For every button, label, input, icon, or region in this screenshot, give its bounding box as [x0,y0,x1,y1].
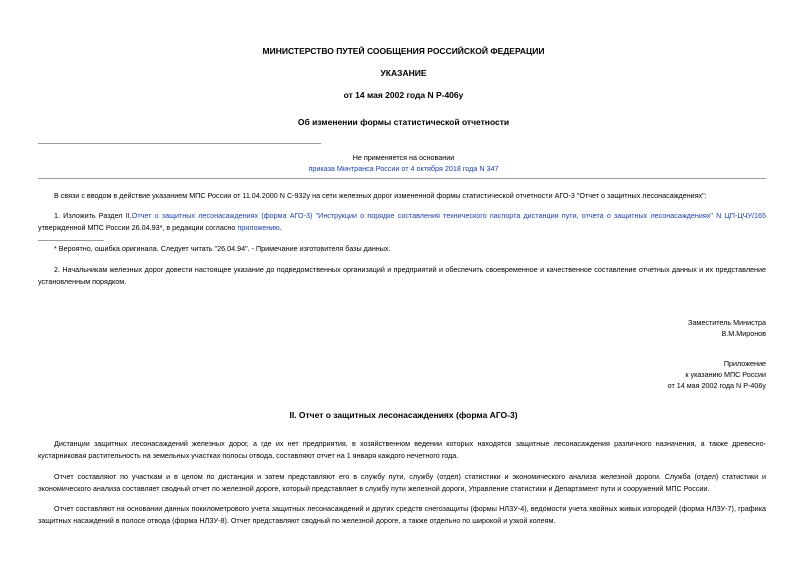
ministry-heading: МИНИСТЕРСТВО ПУТЕЙ СООБЩЕНИЯ РОССИЙСКОЙ ФЕДЕРАЦИИ [262,46,545,56]
document-date: от 14 мая 2002 года N Р-406у [343,90,464,100]
status-note: Не применяется на основании [352,153,455,162]
item-2-paragraph: 2. Начальникам железных дорог довести настоящее указание до подведомственных организаций и предприятий и обеспечить своевременное и качественное составление отчетных данных и их представление установленным порядком. [38,265,766,286]
footnote: * Вероятно, ошибка оригинала. Следует читать "26.04.94". - Примечание изготовителя базы данных. [54,244,391,253]
divider [38,178,766,179]
signature-name: В.М.Миронов [721,329,766,338]
appendix-label: Приложение [723,359,766,368]
appendix-date: от 14 мая 2002 года N Р-406у [667,381,766,390]
divider [38,143,321,144]
intro-paragraph: В связи с вводом в действие указанием МПС России от 11.04.2000 N С-932у на сети железных дорог измененной формы статистической отчетности АГО-3 "Отчет о защитных лесонасаждениях": [54,191,707,200]
section-paragraph-1: Дистанции защитных лесонасаждений железных дорог, а где их нет предприятия, в хозяйственном ведении которых находятся защитные лесонасаждения различного назначения, а также древесно-кустарниковая растительность на земельных участках полосы отвода, составляют отчет на 1 января каждого нечетного года. [38,439,766,460]
section-title: II. Отчет о защитных лесонасаждениях (форма АГО-3) [289,410,518,420]
item-1-middle: утвержденной МПС России 26.04.93*, в редакции согласно [38,222,238,232]
item-1-suffix: . [279,222,282,232]
item-1-prefix: 1. Изложить Раздел II. [54,211,132,220]
document-title: Об изменении формы статистической отчетности [297,117,510,127]
item-1-paragraph [38,210,766,233]
instruction-link[interactable]: Отчет о защитных лесонасаждениях (форма АГО-3) "Инструкции о порядке составления технического паспорта дистанции пути, отчета о защитных лесонасаждениях" N ЦП-ЦЧУ/165 [131,211,766,220]
section-paragraph-3: Отчет составляют на основании данных покилометрового учета защитных лесонасаждений и других средств снегозащиты (формы НЛЗУ-4), ведомости учета хвойных живых изгородей (форма НЛЗУ-7), графика защитных насаждений в полосе отвода (форма НЛЗУ-8). Отчет представляют сводный по железной дороге, а также отдельно по широкой и узкой колеям. [38,504,766,525]
document-type: УКАЗАНИЕ [380,68,427,78]
status-note-link[interactable]: приказа Минтранса России от 4 октября 2018 года N 347 [308,164,499,173]
footnote-divider [38,240,104,241]
signature-position: Заместитель Министра [688,318,766,327]
appendix-reference: к указанию МПС России [685,370,766,379]
section-paragraph-2: Отчет составляют по участкам и в целом по дистанции и затем представляют его в службу пути, службу (отдел) статистики и экономического анализа железной дороги. Служба (отдел) статистики и экономического анализа составляет сводный отчет по железной дороге, который представляет в службу пути железной дороги, Управление статистики и Департамент пути и сооружений МПС России. [38,472,766,493]
appendix-link[interactable]: приложению [237,222,280,232]
